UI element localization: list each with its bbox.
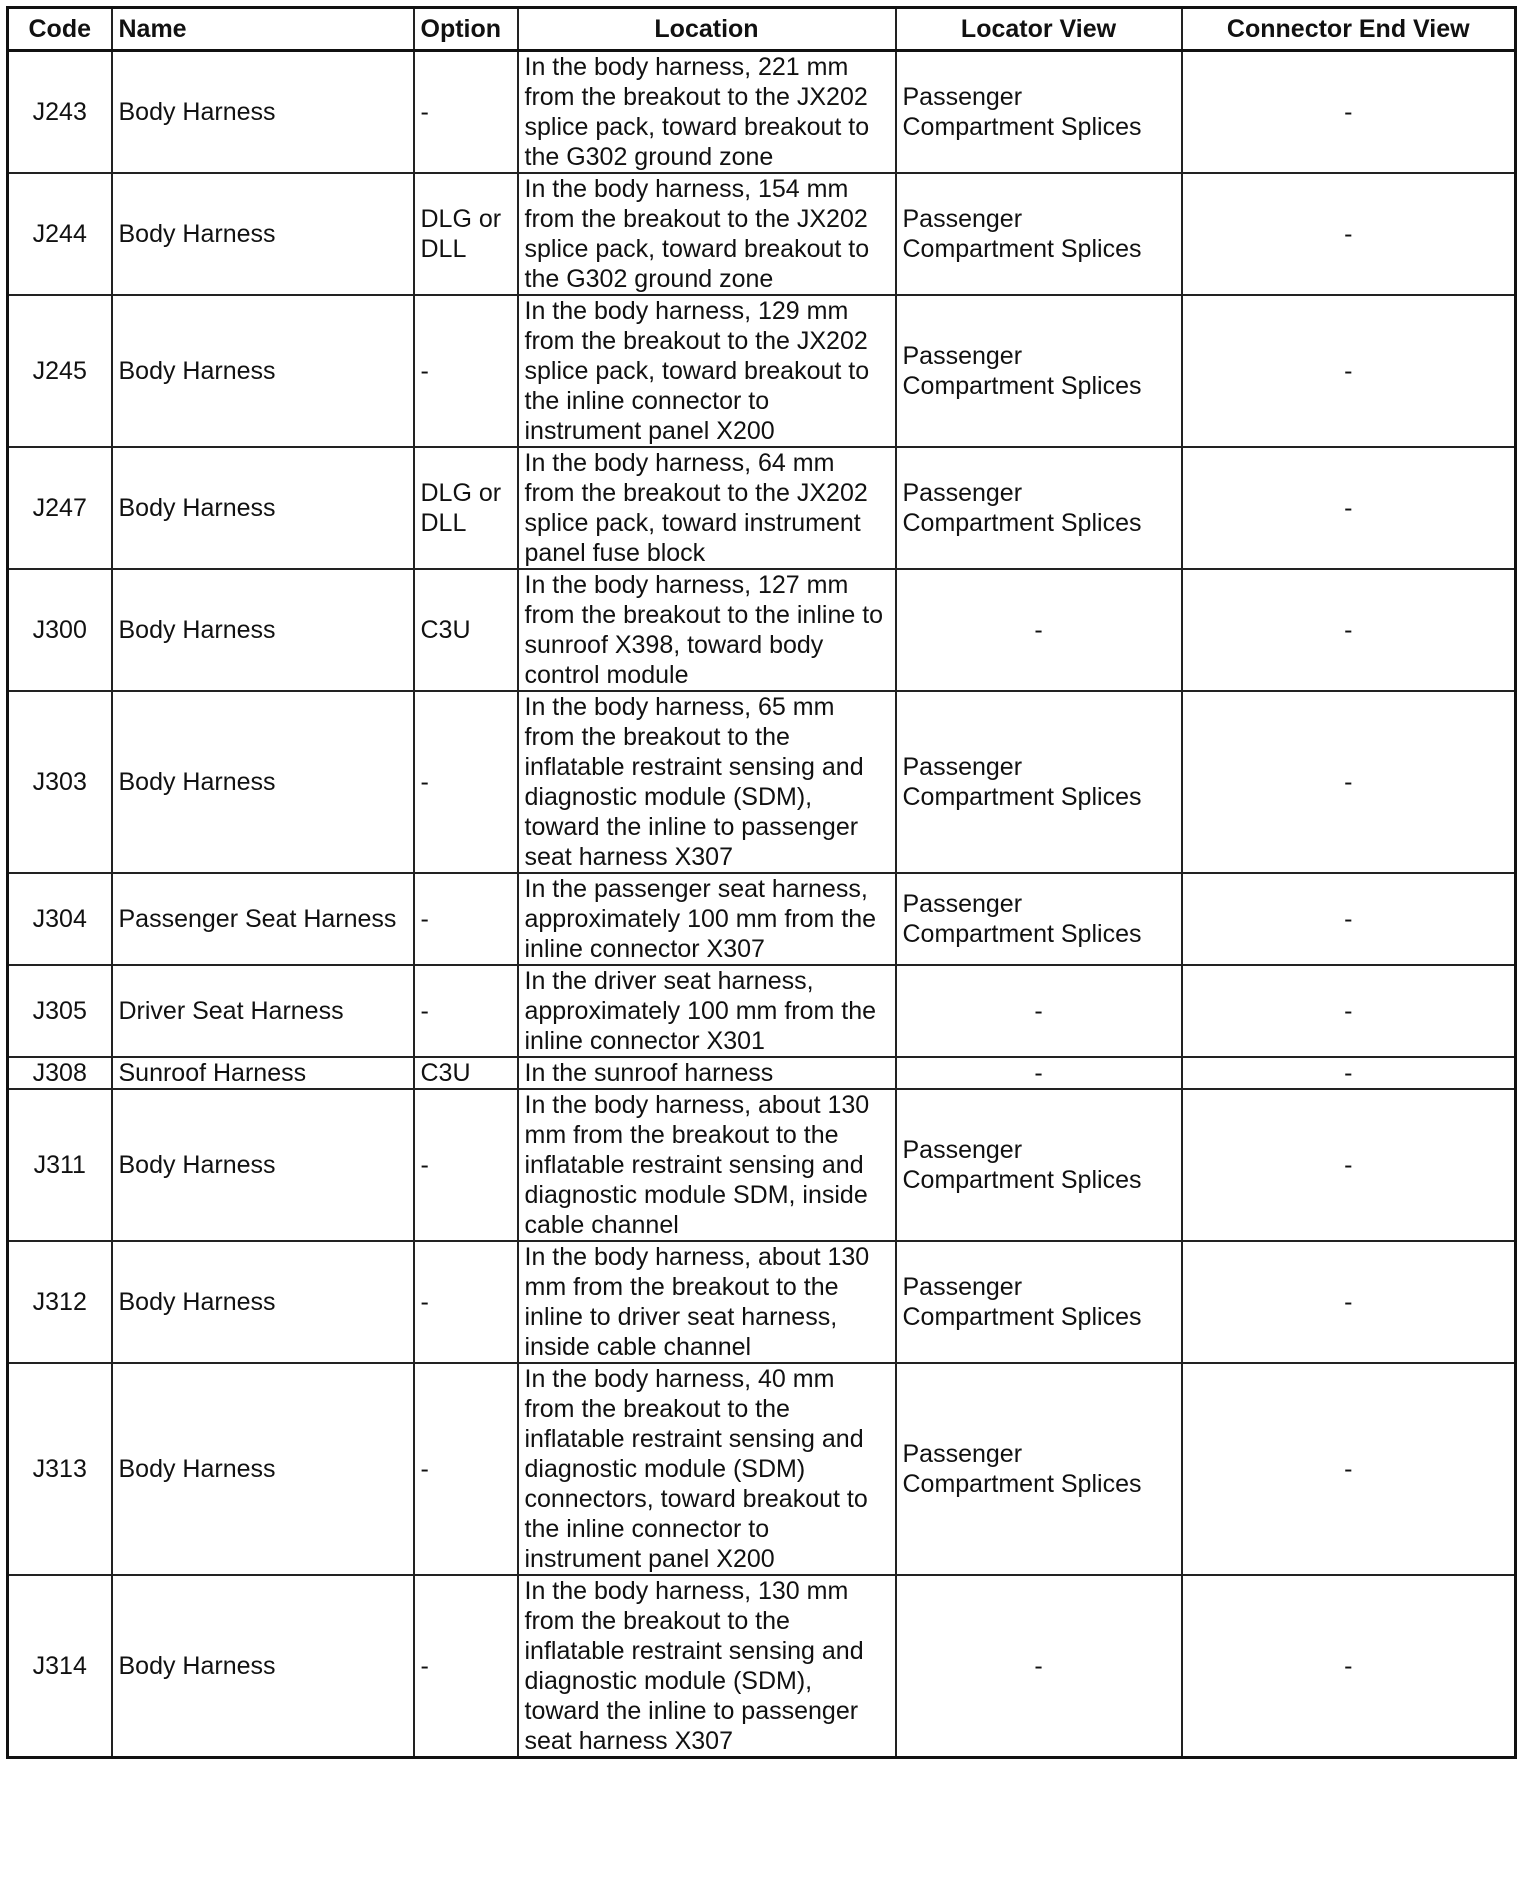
cell-locator-view xyxy=(896,173,1182,295)
cell-location-line: diagnostic module (SDM), xyxy=(524,1667,813,1695)
cell-connector-end-view: - xyxy=(1182,1241,1516,1363)
cell-location-line: instrument panel X200 xyxy=(524,417,775,445)
cell-locator-view xyxy=(896,691,1182,873)
cell-location-line: inline connector X307 xyxy=(524,935,765,963)
cell-option: - xyxy=(414,1241,518,1363)
cell-location-line: inflatable restraint sensing and xyxy=(524,1425,864,1453)
cell-location-line: In the driver seat harness, xyxy=(524,967,814,995)
cell-code: J313 xyxy=(8,1363,112,1575)
cell-option: C3U xyxy=(414,569,518,691)
cell-locator-view-line: Compartment Splices xyxy=(902,1166,1142,1194)
cell-location-line: inside cable channel xyxy=(524,1333,752,1361)
cell-option: - xyxy=(414,691,518,873)
cell-locator-view-line: Passenger xyxy=(902,890,1023,918)
cell-location-line: inline to driver seat harness, xyxy=(524,1303,838,1331)
cell-locator-view-line: Compartment Splices xyxy=(902,920,1142,948)
cell-location-line: the G302 ground zone xyxy=(524,265,774,293)
cell-location-line: from the breakout to the JX202 xyxy=(524,327,868,355)
cell-code: J314 xyxy=(8,1575,112,1758)
table-row xyxy=(8,173,1516,295)
cell-locator-view-line: Passenger xyxy=(902,205,1023,233)
cell-locator-view-line: Compartment Splices xyxy=(902,372,1142,400)
cell-connector-end-view: - xyxy=(1182,965,1516,1057)
table-header-row xyxy=(8,8,1516,51)
table-row xyxy=(8,1575,1516,1758)
cell-location-line: diagnostic module (SDM), xyxy=(524,783,813,811)
cell-location-line: In the body harness, 127 mm xyxy=(524,571,849,599)
cell-location xyxy=(518,873,896,965)
header-code: Code xyxy=(8,8,112,51)
cell-location-line: In the body harness, 221 mm xyxy=(524,53,849,81)
cell-location-line: approximately 100 mm from the xyxy=(524,905,877,933)
cell-location-line: approximately 100 mm from the xyxy=(524,997,877,1025)
cell-locator-view-line: Passenger xyxy=(902,83,1023,111)
table-row xyxy=(8,1089,1516,1241)
cell-location-line: from the breakout to the xyxy=(524,1607,790,1635)
cell-option: - xyxy=(414,873,518,965)
header-locator-view: Locator View xyxy=(896,8,1182,51)
cell-location-line: control module xyxy=(524,661,689,689)
cell-locator-view-line: Compartment Splices xyxy=(902,1470,1142,1498)
cell-location-line: In the sunroof harness xyxy=(524,1059,774,1087)
cell-option-line: DLL xyxy=(420,509,467,537)
table-row xyxy=(8,873,1516,965)
cell-locator-view-line: Compartment Splices xyxy=(902,1303,1142,1331)
cell-location-line: In the body harness, 65 mm xyxy=(524,693,835,721)
cell-name: Driver Seat Harness xyxy=(112,965,414,1057)
cell-connector-end-view: - xyxy=(1182,447,1516,569)
cell-connector-end-view: - xyxy=(1182,1575,1516,1758)
cell-location-line: instrument panel X200 xyxy=(524,1545,775,1573)
cell-connector-end-view: - xyxy=(1182,51,1516,174)
cell-option: - xyxy=(414,1575,518,1758)
table-row xyxy=(8,569,1516,691)
cell-location-line: In the passenger seat harness, xyxy=(524,875,868,903)
cell-location-line: from the breakout to the xyxy=(524,1395,790,1423)
cell-locator-view-line: Passenger xyxy=(902,753,1023,781)
cell-option-line: DLG or xyxy=(420,205,502,233)
splice-table xyxy=(6,6,1517,1759)
cell-connector-end-view: - xyxy=(1182,1057,1516,1089)
cell-location-line: splice pack, toward breakout to xyxy=(524,235,870,263)
cell-code: J304 xyxy=(8,873,112,965)
cell-code: J305 xyxy=(8,965,112,1057)
cell-option xyxy=(414,447,518,569)
table-row xyxy=(8,1363,1516,1575)
cell-location-line: toward the inline to passenger xyxy=(524,813,859,841)
cell-locator-view: - xyxy=(896,1575,1182,1758)
cell-connector-end-view: - xyxy=(1182,173,1516,295)
cell-location xyxy=(518,51,896,174)
cell-locator-view-line: Passenger xyxy=(902,1136,1023,1164)
cell-location-line: In the body harness, 129 mm xyxy=(524,297,849,325)
header-option: Option xyxy=(414,8,518,51)
cell-locator-view xyxy=(896,51,1182,174)
cell-code: J243 xyxy=(8,51,112,174)
table-row xyxy=(8,691,1516,873)
cell-name: Body Harness xyxy=(112,173,414,295)
table-row xyxy=(8,51,1516,174)
cell-code: J312 xyxy=(8,1241,112,1363)
cell-location xyxy=(518,691,896,873)
cell-location xyxy=(518,1241,896,1363)
cell-location-line: In the body harness, 130 mm xyxy=(524,1577,849,1605)
cell-location-line: the inline connector to xyxy=(524,1515,770,1543)
cell-connector-end-view: - xyxy=(1182,569,1516,691)
cell-location xyxy=(518,1363,896,1575)
cell-option: - xyxy=(414,51,518,174)
table-row xyxy=(8,295,1516,447)
cell-connector-end-view: - xyxy=(1182,1089,1516,1241)
cell-locator-view: - xyxy=(896,569,1182,691)
cell-location-line: seat harness X307 xyxy=(524,843,733,871)
cell-option: - xyxy=(414,1089,518,1241)
cell-location-line: from the breakout to the JX202 xyxy=(524,205,868,233)
cell-locator-view-line: Compartment Splices xyxy=(902,509,1142,537)
cell-locator-view xyxy=(896,1241,1182,1363)
cell-locator-view xyxy=(896,295,1182,447)
cell-location-line: from the breakout to the JX202 xyxy=(524,83,868,111)
cell-locator-view-line: Passenger xyxy=(902,1273,1023,1301)
cell-location-line: In the body harness, 154 mm xyxy=(524,175,849,203)
cell-locator-view-line: Compartment Splices xyxy=(902,113,1142,141)
cell-location-line: mm from the breakout to the xyxy=(524,1121,839,1149)
cell-name: Body Harness xyxy=(112,1575,414,1758)
table-body xyxy=(8,51,1516,1758)
cell-locator-view xyxy=(896,873,1182,965)
cell-name: Body Harness xyxy=(112,1363,414,1575)
cell-code: J300 xyxy=(8,569,112,691)
cell-location xyxy=(518,1089,896,1241)
cell-name: Body Harness xyxy=(112,1241,414,1363)
cell-locator-view xyxy=(896,447,1182,569)
cell-connector-end-view: - xyxy=(1182,295,1516,447)
cell-location xyxy=(518,173,896,295)
cell-location-line: toward the inline to passenger xyxy=(524,1697,859,1725)
cell-name: Body Harness xyxy=(112,51,414,174)
cell-connector-end-view: - xyxy=(1182,873,1516,965)
cell-location-line: inline connector X301 xyxy=(524,1027,765,1055)
cell-name: Sunroof Harness xyxy=(112,1057,414,1089)
cell-location xyxy=(518,965,896,1057)
cell-name: Body Harness xyxy=(112,447,414,569)
cell-location xyxy=(518,1057,896,1089)
cell-code: J308 xyxy=(8,1057,112,1089)
cell-name: Body Harness xyxy=(112,691,414,873)
cell-location-line: In the body harness, about 130 xyxy=(524,1091,870,1119)
cell-option: - xyxy=(414,295,518,447)
cell-location xyxy=(518,569,896,691)
cell-name: Body Harness xyxy=(112,569,414,691)
cell-locator-view-line: Passenger xyxy=(902,342,1023,370)
cell-location xyxy=(518,295,896,447)
table-row xyxy=(8,1241,1516,1363)
cell-code: J245 xyxy=(8,295,112,447)
cell-location-line: the inline connector to xyxy=(524,387,770,415)
cell-option-line: DLL xyxy=(420,235,467,263)
header-connector-end-view: Connector End View xyxy=(1182,8,1516,51)
cell-locator-view xyxy=(896,1089,1182,1241)
cell-option: C3U xyxy=(414,1057,518,1089)
cell-location-line: from the breakout to the inline to xyxy=(524,601,884,629)
cell-locator-view-line: Compartment Splices xyxy=(902,783,1142,811)
table-row xyxy=(8,447,1516,569)
cell-location-line: splice pack, toward instrument xyxy=(524,509,861,537)
cell-name: Body Harness xyxy=(112,1089,414,1241)
cell-location xyxy=(518,447,896,569)
cell-locator-view-line: Passenger xyxy=(902,1440,1023,1468)
cell-locator-view: - xyxy=(896,1057,1182,1089)
cell-location-line: connectors, toward breakout to xyxy=(524,1485,868,1513)
cell-connector-end-view: - xyxy=(1182,691,1516,873)
cell-locator-view-line: Compartment Splices xyxy=(902,235,1142,263)
cell-location-line: diagnostic module SDM, inside xyxy=(524,1181,868,1209)
cell-code: J311 xyxy=(8,1089,112,1241)
cell-code: J244 xyxy=(8,173,112,295)
cell-location-line: mm from the breakout to the xyxy=(524,1273,839,1301)
cell-locator-view xyxy=(896,1363,1182,1575)
cell-code: J303 xyxy=(8,691,112,873)
cell-location-line: inflatable restraint sensing and xyxy=(524,1151,864,1179)
cell-location-line: the G302 ground zone xyxy=(524,143,774,171)
cell-location-line: diagnostic module (SDM) xyxy=(524,1455,806,1483)
cell-location-line: inflatable restraint sensing and xyxy=(524,753,864,781)
cell-location xyxy=(518,1575,896,1758)
cell-location-line: cable channel xyxy=(524,1211,679,1239)
cell-connector-end-view: - xyxy=(1182,1363,1516,1575)
cell-option: - xyxy=(414,965,518,1057)
cell-location-line: from the breakout to the JX202 xyxy=(524,479,868,507)
document-sheet xyxy=(6,6,1514,1888)
table-row xyxy=(8,1057,1516,1089)
cell-code: J247 xyxy=(8,447,112,569)
cell-option xyxy=(414,173,518,295)
header-location: Location xyxy=(518,8,896,51)
cell-location-line: inflatable restraint sensing and xyxy=(524,1637,864,1665)
cell-location-line: splice pack, toward breakout to xyxy=(524,357,870,385)
cell-name: Body Harness xyxy=(112,295,414,447)
cell-option-line: DLG or xyxy=(420,479,502,507)
table-row xyxy=(8,965,1516,1057)
cell-location-line: seat harness X307 xyxy=(524,1727,733,1755)
cell-location-line: In the body harness, about 130 xyxy=(524,1243,870,1271)
cell-location-line: In the body harness, 64 mm xyxy=(524,449,835,477)
cell-location-line: splice pack, toward breakout to xyxy=(524,113,870,141)
cell-location-line: from the breakout to the xyxy=(524,723,790,751)
cell-location-line: sunroof X398, toward body xyxy=(524,631,824,659)
cell-option: - xyxy=(414,1363,518,1575)
cell-name: Passenger Seat Harness xyxy=(112,873,414,965)
cell-locator-view: - xyxy=(896,965,1182,1057)
cell-locator-view-line: Passenger xyxy=(902,479,1023,507)
cell-location-line: In the body harness, 40 mm xyxy=(524,1365,835,1393)
cell-location-line: panel fuse block xyxy=(524,539,706,567)
header-name: Name xyxy=(112,8,414,51)
